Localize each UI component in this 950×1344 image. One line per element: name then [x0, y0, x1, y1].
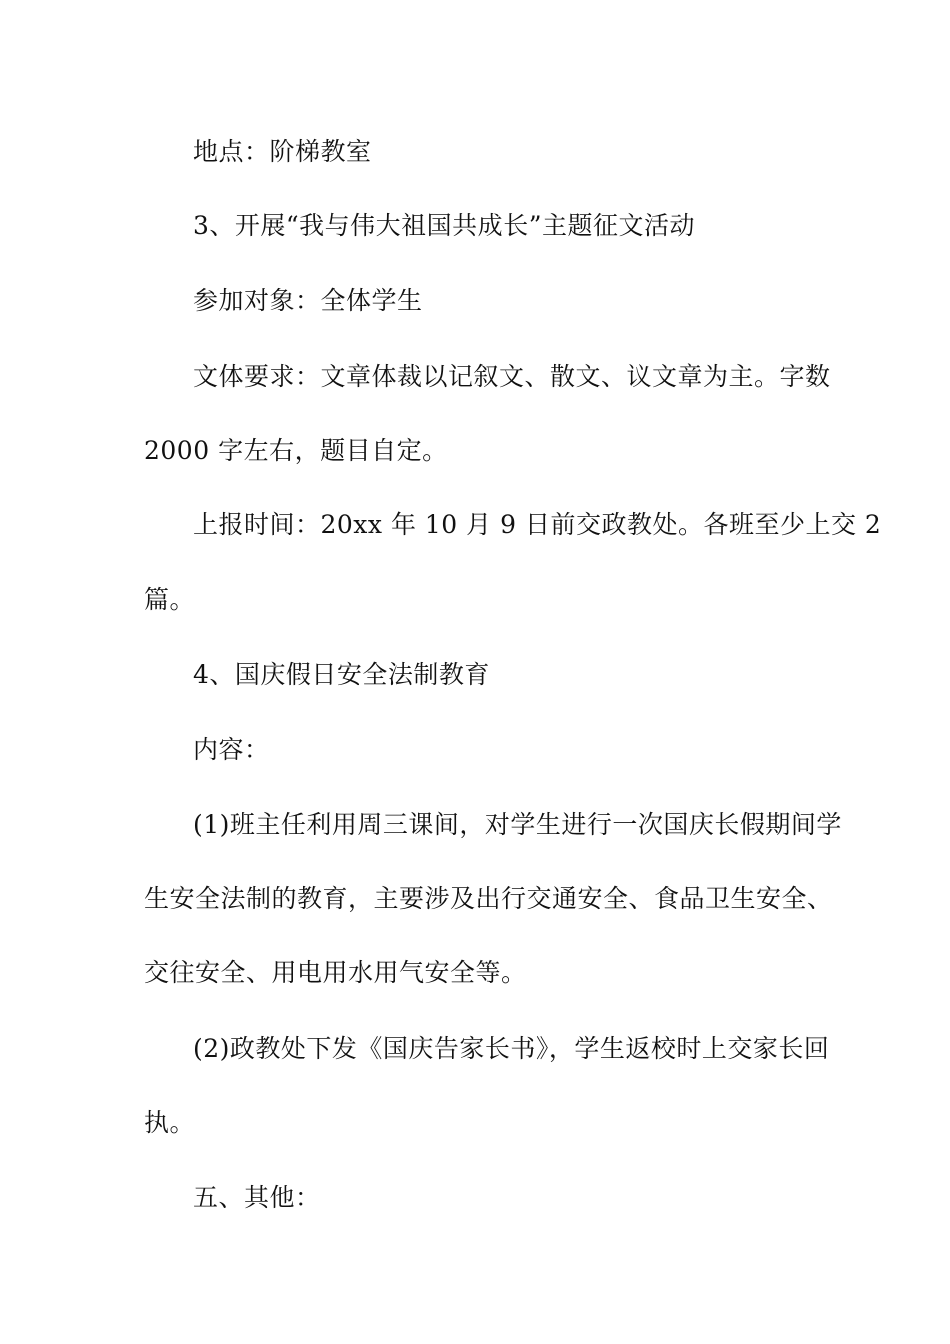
item-1-line-2: 生安全法制的教育，主要涉及出行交通安全、食品卫生安全、 — [144, 884, 833, 913]
section-5-heading: 五、其他： — [193, 1183, 321, 1212]
item-2-line-2: 执。 — [144, 1108, 196, 1137]
item-1-line-1: (1)班主任利用周三课间，对学生进行一次国庆长假期间学 — [193, 810, 842, 839]
item-2-line-1: (2)政教处下发《国庆告家长书》，学生返校时上交家长回 — [193, 1034, 830, 1063]
content-label: 内容： — [193, 735, 270, 764]
section-3-heading: 3、开展“我与伟大祖国共成长”主题征文活动 — [193, 211, 695, 240]
location-line: 地点：阶梯教室 — [193, 137, 372, 166]
section-4-heading: 4、国庆假日安全法制教育 — [193, 660, 490, 689]
deadline-line-2: 篇。 — [144, 585, 196, 614]
requirements-line-2: 2000 字左右，题目自定。 — [144, 436, 448, 465]
requirements-line-1: 文体要求：文章体裁以记叙文、散文、议文章为主。字数 — [193, 362, 831, 391]
participants-line: 参加对象：全体学生 — [193, 286, 423, 315]
item-1-line-3: 交往安全、用电用水用气安全等。 — [144, 958, 527, 987]
deadline-line-1: 上报时间：20xx 年 10 月 9 日前交政教处。各班至少上交 2 — [193, 510, 882, 539]
